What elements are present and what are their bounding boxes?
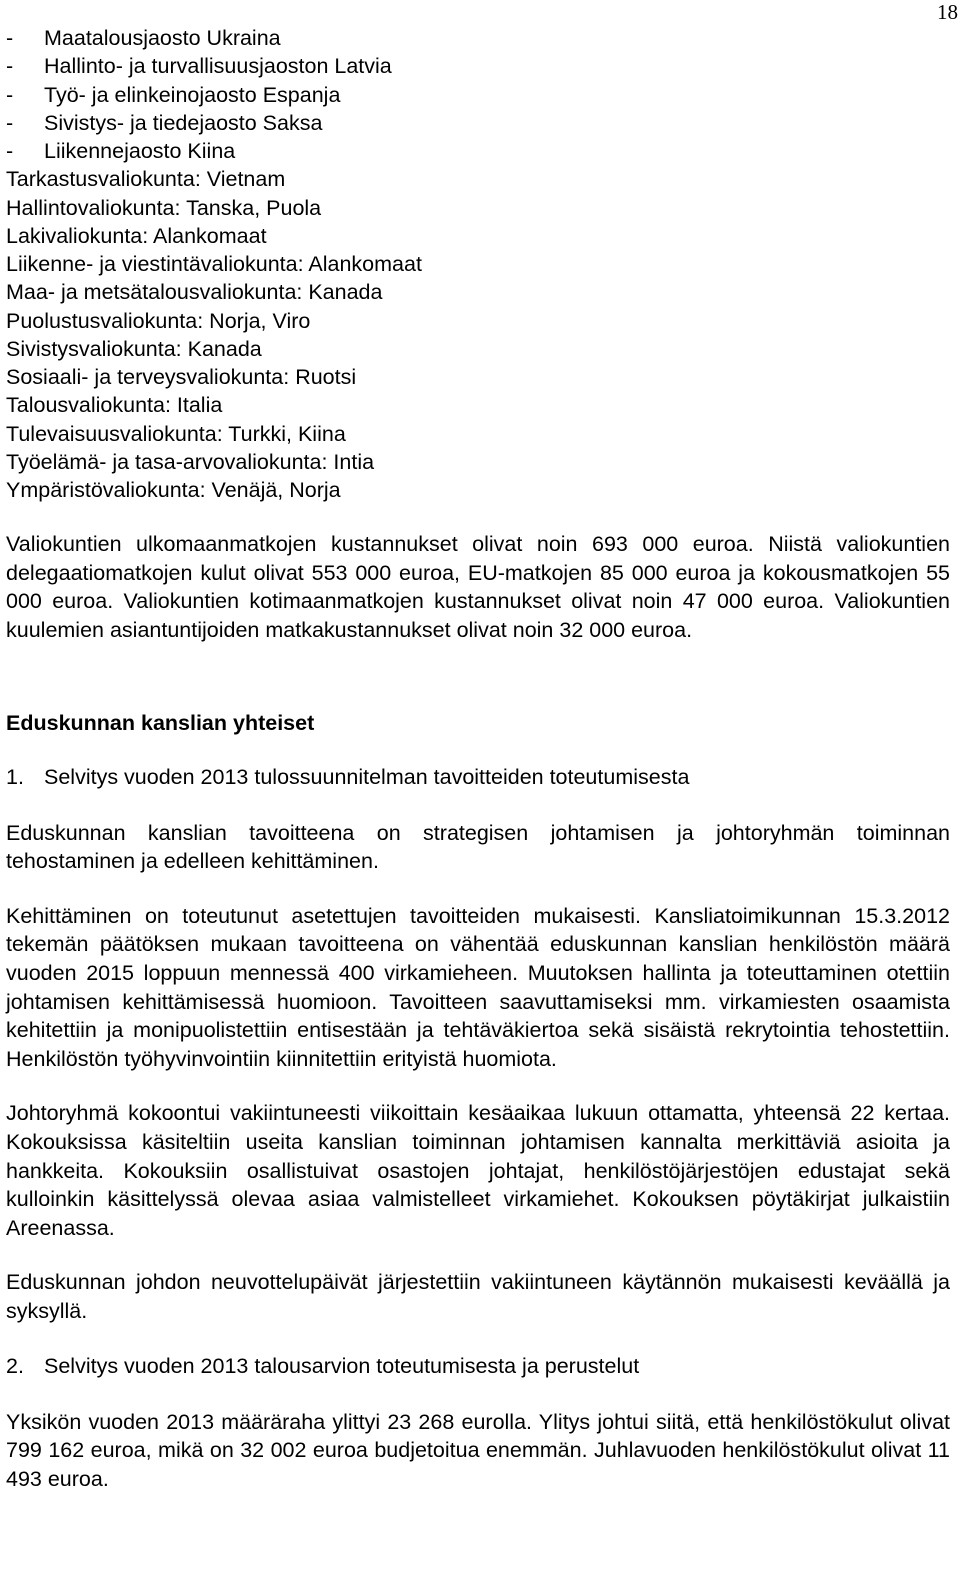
list-dash: - [6,82,14,107]
committee-travel-list [6,24,950,504]
list-item: Maa- ja metsätalousvaliokunta: Kanada [6,280,383,305]
list-item-text: Maatalousjaosto Ukraina [44,26,281,50]
list-item-text: Hallinto- ja turvallisuusjaoston Latvia [44,54,392,79]
list-item [6,52,950,80]
goal-paragraph: Eduskunnan kanslian tavoitteena on strategisen johtamisen ja johtoryhmän toiminnan tehostaminen ja edelleen kehittäminen. [6,820,950,874]
list-dash: - [6,26,14,50]
page-number: 18 [937,0,958,24]
item-title: Selvitys vuoden 2013 tulossuunnitelman tavoitteiden toteutumisesta [44,764,690,789]
item-title: Selvitys vuoden 2013 talousarvion toteutumisesta ja perustelut [44,1353,640,1378]
board-meetings-paragraph: Johtoryhmä kokoontui vakiintuneesti viikoittain kesäaikaa lukuun ottamatta, yhteensä 22 kertaa. Kokouksissa käsiteltiin useita kanslian toiminnan johtamisen kannalta merkittäviä asioita ja hankkeita. Kokouksiin osallistuivat osastojen johtajat, henkilöstöjärjestöjen edustajat sekä kulloinkin käsittelyssä olevaa asiaa valmistelleet virkamiehet. Kokouksen pöytäkirjat julkaistiin Areenassa. [6,1101,950,1240]
list-item: Talousvaliokunta: Italia [6,393,223,418]
development-paragraph: Kehittäminen on toteutunut asetettujen tavoitteiden mukaisesti. Kansliatoimikunnan 15.3.2012 tekemän päätöksen mukaan tavoitteena on vähentää eduskunnan kanslian henkilöstön määrä vuoden 2015 loppuun mennessä 400 virkamieheen. Muutoksen hallinta ja toteuttaminen otettiin johtamisen kehittämisessä huomioon. Tavoitteen saavuttamiseksi mm. virkamiesten osaamista kehitettiin ja monipuolistettiin entisestään ja tehtäväkiertoa sekä sisäistä rekrytointia tehostettiin. Henkilöstön työhyvinvointiin kiinnitettiin erityistä huomiota. [6,903,950,1071]
list-item: Sosiaali- ja terveysvaliokunta: Ruotsi [6,365,357,389]
budget-paragraph: Yksikön vuoden 2013 määräraha ylittyi 23 268 eurolla. Ylitys johtui siitä, että henkilöstökulut olivat 799 162 euroa, mikä on 32 002 euroa budjetoitua enemmän. Juhlavuoden henkilöstökulut olivat 11 493 euroa. [6,1409,950,1491]
list-item [6,24,950,52]
numbered-heading-2 [6,1352,950,1380]
list-item: Liikenne- ja viestintävaliokunta: Alankomaat [6,252,422,276]
list-dash: - [6,139,14,163]
list-item: Työelämä- ja tasa-arvovaliokunta: Intia [6,449,375,474]
list-dash: - [6,110,14,135]
list-item: Tulevaisuusvaliokunta: Turkki, Kiina [6,421,346,446]
list-dash: - [6,54,14,79]
list-item: Hallintovaliokunta: Tanska, Puola [6,195,322,220]
list-item [6,81,950,109]
list-item-text: Sivistys- ja tiedejaosto Saksa [44,110,323,135]
section-heading: Eduskunnan kanslian yhteiset [6,710,315,735]
numbered-heading-1 [6,763,950,791]
item-number: 2. [6,1353,24,1378]
list-item [6,137,950,165]
list-item: Sivistysvaliokunta: Kanada [6,336,262,361]
negotiation-days-paragraph: Eduskunnan johdon neuvottelupäivät järjestettiin vakiintuneen käytännön mukaisesti keväällä ja syksyllä. [6,1270,950,1323]
list-item: Puolustusvaliokunta: Norja, Viro [6,308,311,333]
list-item-text: Työ- ja elinkeinojaosto Espanja [44,82,341,107]
document-body [6,24,950,1493]
item-number: 1. [6,764,24,789]
list-item-text: Liikennejaosto Kiina [44,139,236,163]
travel-costs-paragraph: Valiokuntien ulkomaanmatkojen kustannukset olivat noin 693 000 euroa. Niistä valiokuntien delegaatiomatkojen kulut olivat 553 000 euroa, EU-matkojen 85 000 euroa ja kokousmatkojen 55 000 euroa. Valiokuntien kotimaanmatkojen kustannukset olivat noin 47 000 euroa. Valiokuntien kuulemien asiantuntijoiden matkakustannukset olivat noin 32 000 euroa. [6,532,950,643]
list-item [6,109,950,137]
list-item: Ympäristövaliokunta: Venäjä, Norja [6,478,341,502]
list-item: Lakivaliokunta: Alankomaat [6,223,267,248]
list-item: Tarkastusvaliokunta: Vietnam [6,167,286,192]
